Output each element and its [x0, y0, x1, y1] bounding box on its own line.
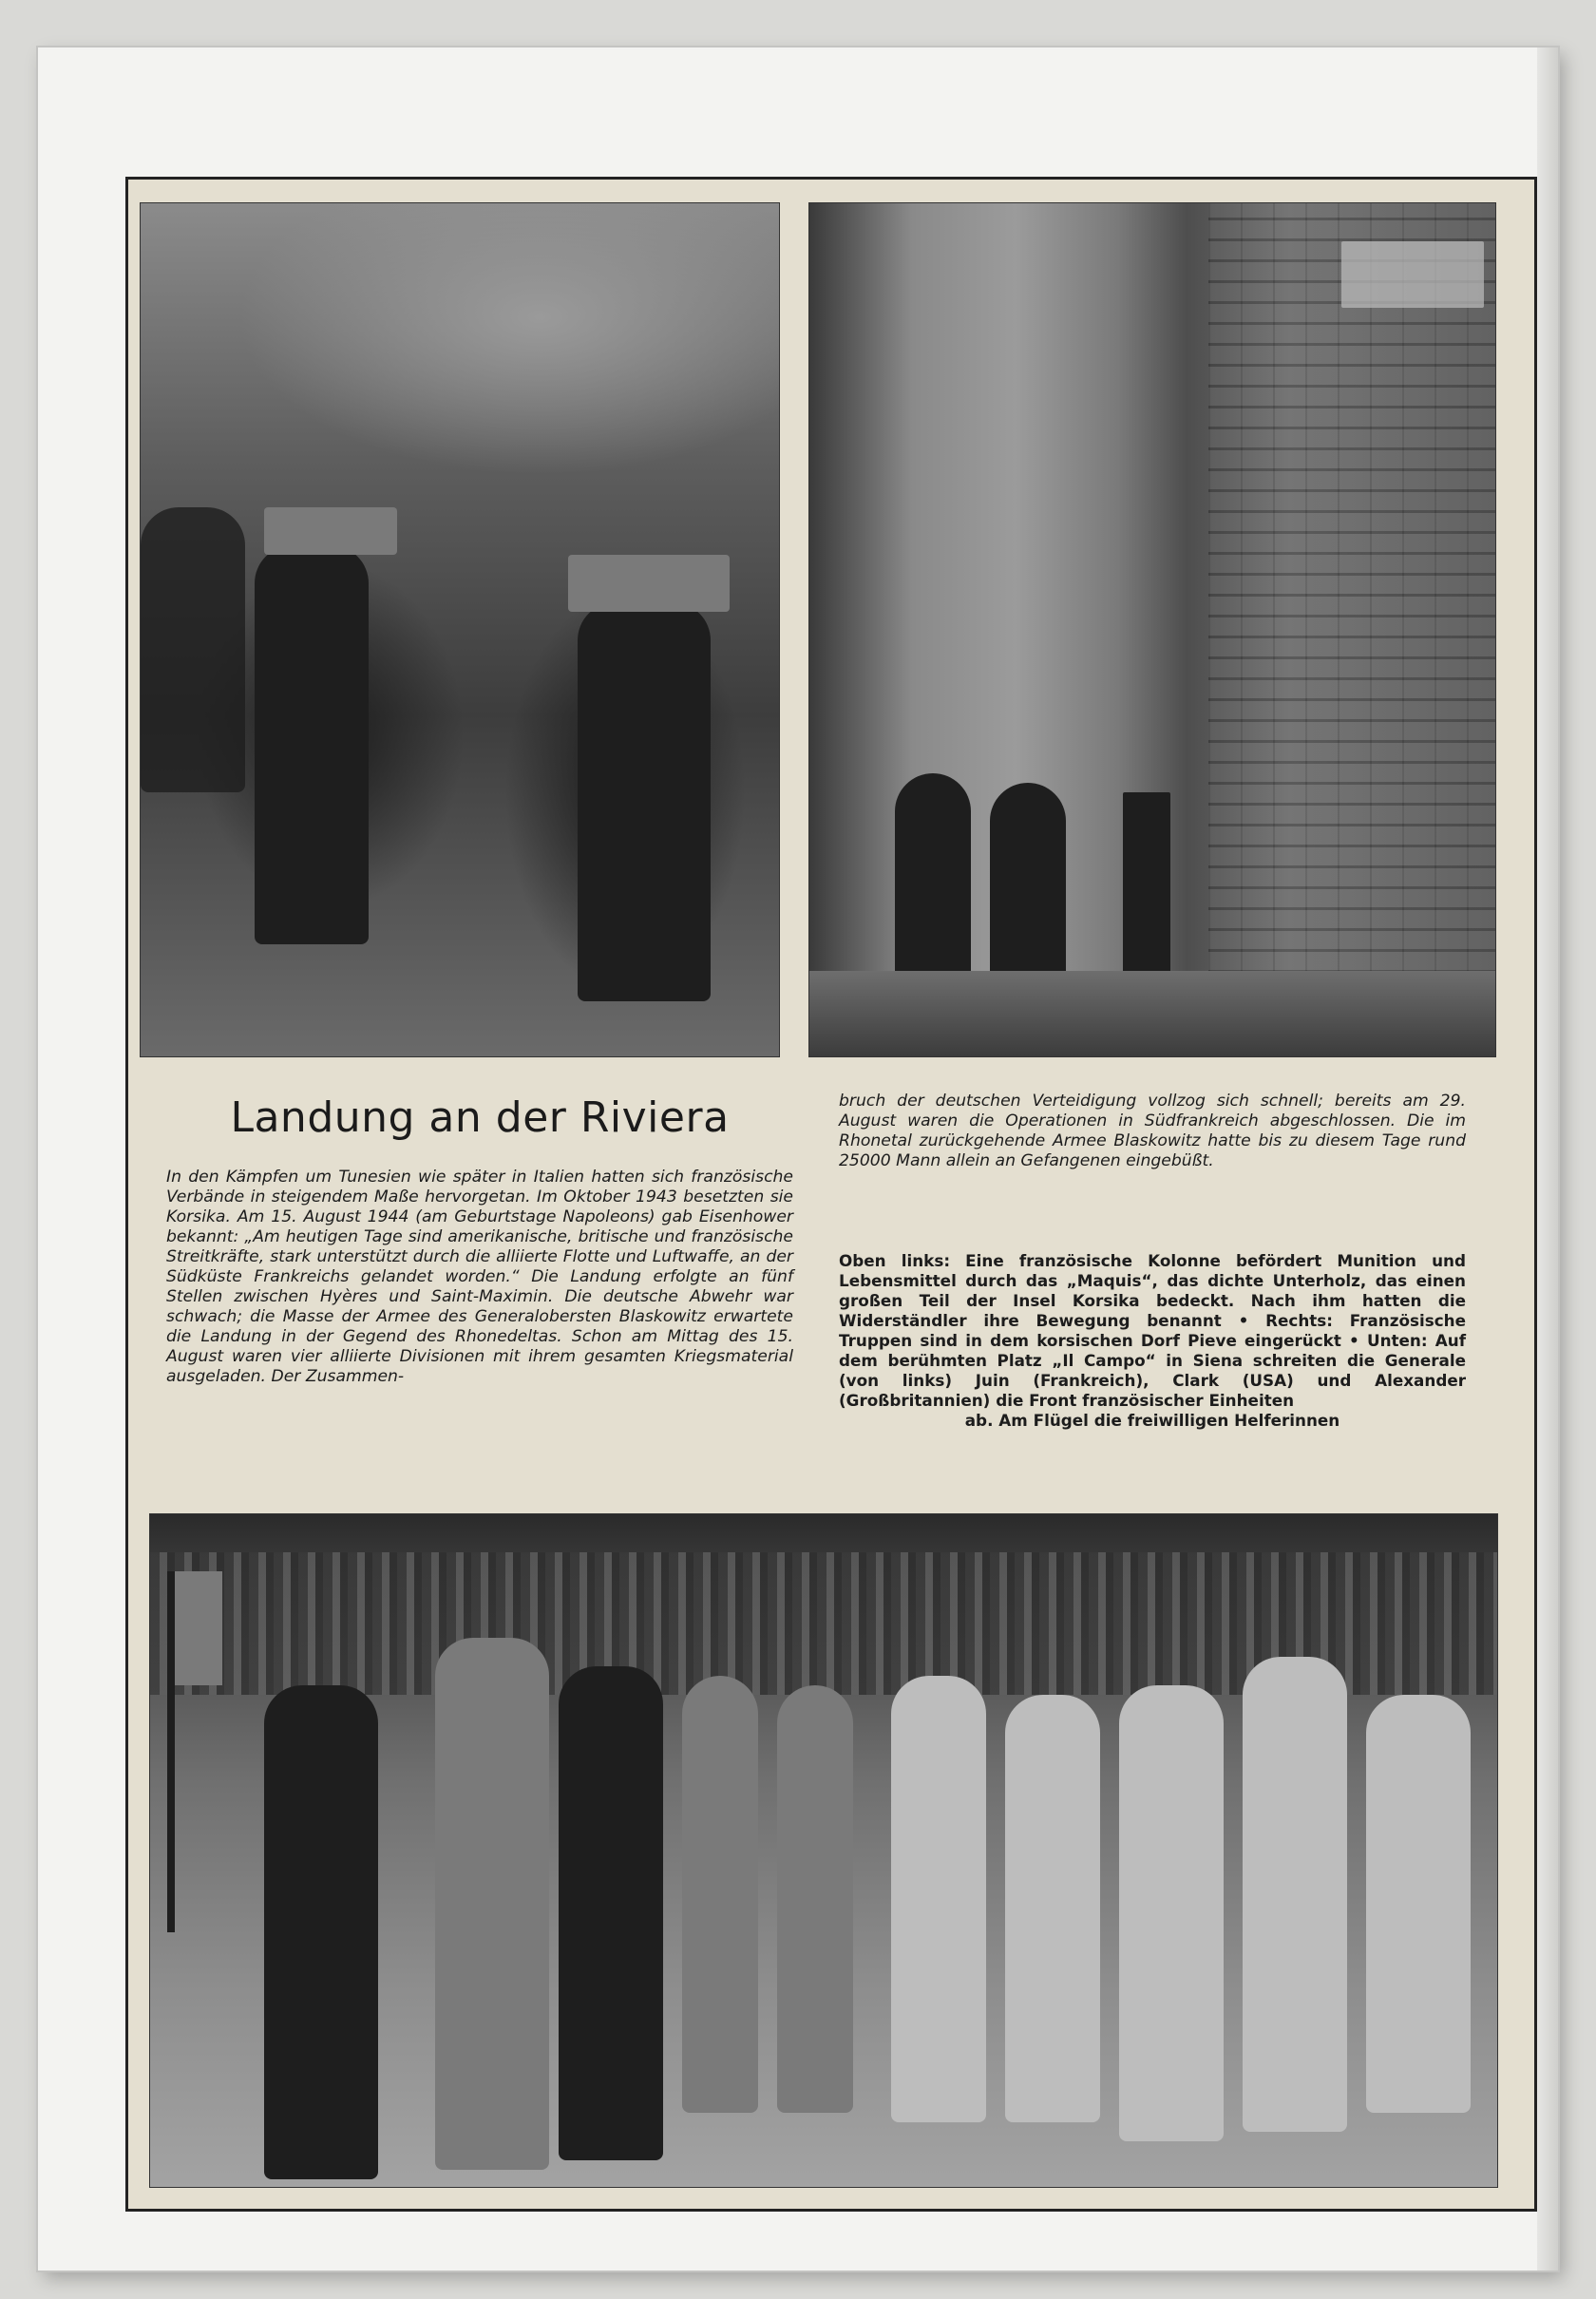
photo-caption — [839, 1251, 1466, 1431]
helper-figure — [1119, 1685, 1224, 2141]
soldier-figure — [255, 545, 369, 944]
flag — [175, 1571, 222, 1685]
photo-maquis-column — [140, 202, 780, 1057]
soldier-figure — [682, 1676, 758, 2113]
helper-figure — [1243, 1657, 1347, 2132]
helper-figure — [1366, 1695, 1471, 2113]
article-title: Landung an der Riviera — [230, 1093, 730, 1142]
photo-pieve-village — [808, 202, 1496, 1057]
supply-crate — [568, 555, 730, 612]
article-body-right: bruch der deutschen Verteidigung vollzog sich schnell; bereits am 29. August waren die Operationen in Südfrankreich abgeschlossen. Die im Rhonetal zurückgehende Armee Blaskowitz hatte bis zu diesem Tage rund 25000 Mann allein an Gefangenen eingebüßt. — [839, 1092, 1466, 1170]
helper-figure — [891, 1676, 986, 2122]
caption-main: Oben links: Eine französische Kolonne befördert Munition und Lebensmittel durch das „Maquis“, das dichte Unterholz, das einen großen Teil der Insel Korsika bedeckt. Nach ihm hatten die Widerständler ihre Bewegung benannt • Rechts: Französische Truppen sind in dem korsischen Dorf Pieve eingerückt • Unten: Auf dem berühmten Platz „Il Campo“ in Siena schreiten die Generale (von links) Juin (Frankreich), Clark (USA) und Alexander (Großbritannien) die Front französischer Einheiten — [839, 1251, 1466, 1410]
soldier-figure — [141, 507, 245, 792]
doorway — [1123, 792, 1170, 982]
supply-crate — [264, 507, 397, 555]
photo-siena-parade — [149, 1513, 1498, 2188]
balcony-railing — [1341, 241, 1484, 308]
general-figure — [559, 1666, 663, 2160]
soldier-figure — [777, 1685, 853, 2113]
general-figure — [264, 1685, 378, 2179]
street — [809, 971, 1495, 1056]
article-body-left: In den Kämpfen um Tunesien wie später in Italien hatten sich französische Verbände in steigendem Maße hervorgetan. Im Oktober 1943 besetzten sie Korsika. Am 15. August 1944 (am Geburtstage Napoleons) gab Eisenhower bekannt: „Am heutigen Tage sind amerikanische, britische und französische Streitkräfte, stark unterstützt durch die alliierte Flotte und Luftwaffe, an der Südküste Frankreichs gelandet worden.“ Die Landung erfolgte an fünf Stellen zwischen Hyères und Saint-Maximin. Die deutsche Abwehr war schwach; die Masse der Armee des Generalobersten Blaskowitz erwartete die Landung in der Gegend des Rhonedeltas. Schon am Mittag des 15. August waren vier alliierte Divisionen mit ihrem gesamten Kriegsmaterial ausgeladen. Der Zusammen- — [166, 1168, 793, 1386]
album-sheet — [38, 48, 1558, 2270]
general-figure — [435, 1638, 549, 2170]
helper-figure — [1005, 1695, 1100, 2122]
flag-pole — [167, 1571, 175, 1932]
soldier-figure — [895, 773, 971, 992]
stone-wall — [1208, 203, 1495, 1056]
newspaper-page — [125, 177, 1537, 2212]
soldier-figure — [990, 783, 1066, 1001]
caption-end: ab. Am Flügel die freiwilligen Helferinnen — [964, 1411, 1340, 1430]
soldier-figure — [578, 602, 711, 1001]
